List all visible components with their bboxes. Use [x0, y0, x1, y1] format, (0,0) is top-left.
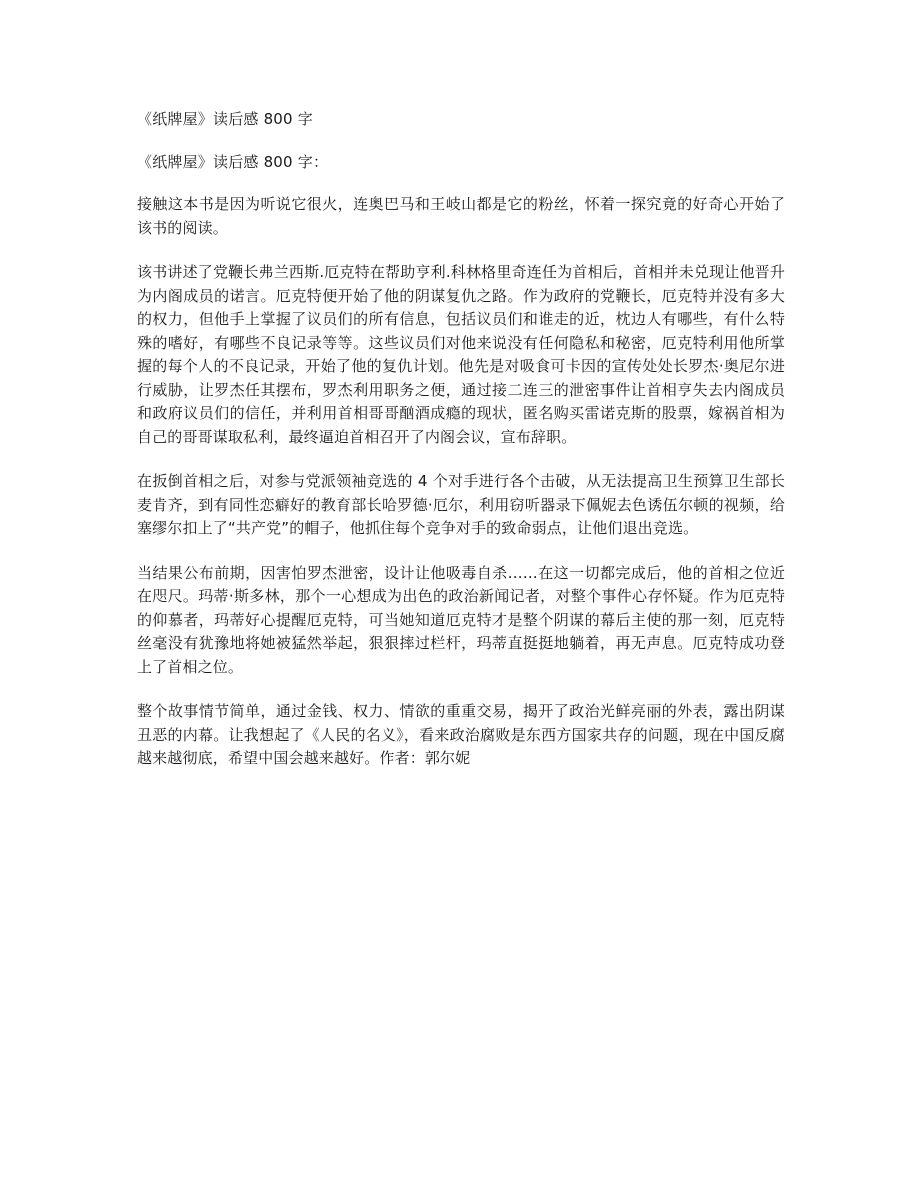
paragraph-conclusion: 整个故事情节简单，通过金钱、权力、情欲的重重交易，揭开了政治光鲜亮丽的外表，露出阴谋丑恶的内幕。让我想起了《人民的名义》，看来政治腐败是东西方国家共存的问题，现在中国反腐越来越彻底，希望中国会越来越好。作者：郭尔妮 — [137, 702, 785, 767]
document-title: 《纸牌屋》读后感 800 字 — [137, 110, 313, 128]
paragraph-plot: 该书讲述了党鞭长弗兰西斯.厄克特在帮助亨利.科林格里奇连任为首相后，首相并未兑现让他晋升为内阁成员的诺言。厄克特便开始了他的阴谋复仇之路。作为政府的党鞭长，厄克特并没有多大的权力，但他手上掌握了议员们的所有信息，包括议员们和谁走的近，枕边人有哪些，有什么特殊的嗜好，有哪些不良记录等等。这些议员们对他来说没有任何隐私和秘密，厄克特利用他所掌握的每个人的不良记录，开始了他的复仇计划。他先是对吸食可卡因的宣传处处长罗杰·奥尼尔进行威胁，让罗杰任其摆布，罗杰利用职务之便，通过接二连三的泄密事件让首相亨失去内阁成员和政府议员们的信任，并利用首相哥哥酗酒成瘾的现状，匿名购买雷诺克斯的股票，嫁祸首相为自己的哥哥谋取私利，最终逼迫首相召开了内阁会议，宣布辞职。 — [137, 263, 785, 446]
paragraph-intro: 接触这本书是因为听说它很火，连奥巴马和王岐山都是它的粉丝，怀着一探究竟的好奇心开始了该书的阅读。 — [137, 195, 785, 237]
document-body — [137, 108, 785, 792]
document-subtitle: 《纸牌屋》读后感 800 字： — [137, 153, 329, 171]
paragraph-climax: 当结果公布前期，因害怕罗杰泄密，设计让他吸毒自杀……在这一切都完成后，他的首相之位近在咫尺。玛蒂·斯多林，那个一心想成为出色的政治新闻记者，对整个事件心存怀疑。作为厄克特的仰慕者，玛蒂好心提醒厄克特，可当她知道厄克特才是整个阴谋的幕后主使的那一刻，厄克特丝毫没有犹豫地将她被猛然举起，狠狠摔过栏杆，玛蒂直挺挺地躺着，再无声息。厄克特成功登上了首相之位。 — [137, 563, 785, 676]
paragraph-rivals: 在扳倒首相之后，对参与党派领袖竞选的 4 个对手进行各个击破，从无法提高卫生预算卫生部长麦肯齐，到有同性恋癖好的教育部长哈罗德·厄尔，利用窃听器录下佩妮去色诱伍尔顿的视频，给塞缪尔扣上了“共产党”的帽子，他抓住每个竞争对手的致命弱点，让他们退出竞选。 — [137, 472, 785, 537]
